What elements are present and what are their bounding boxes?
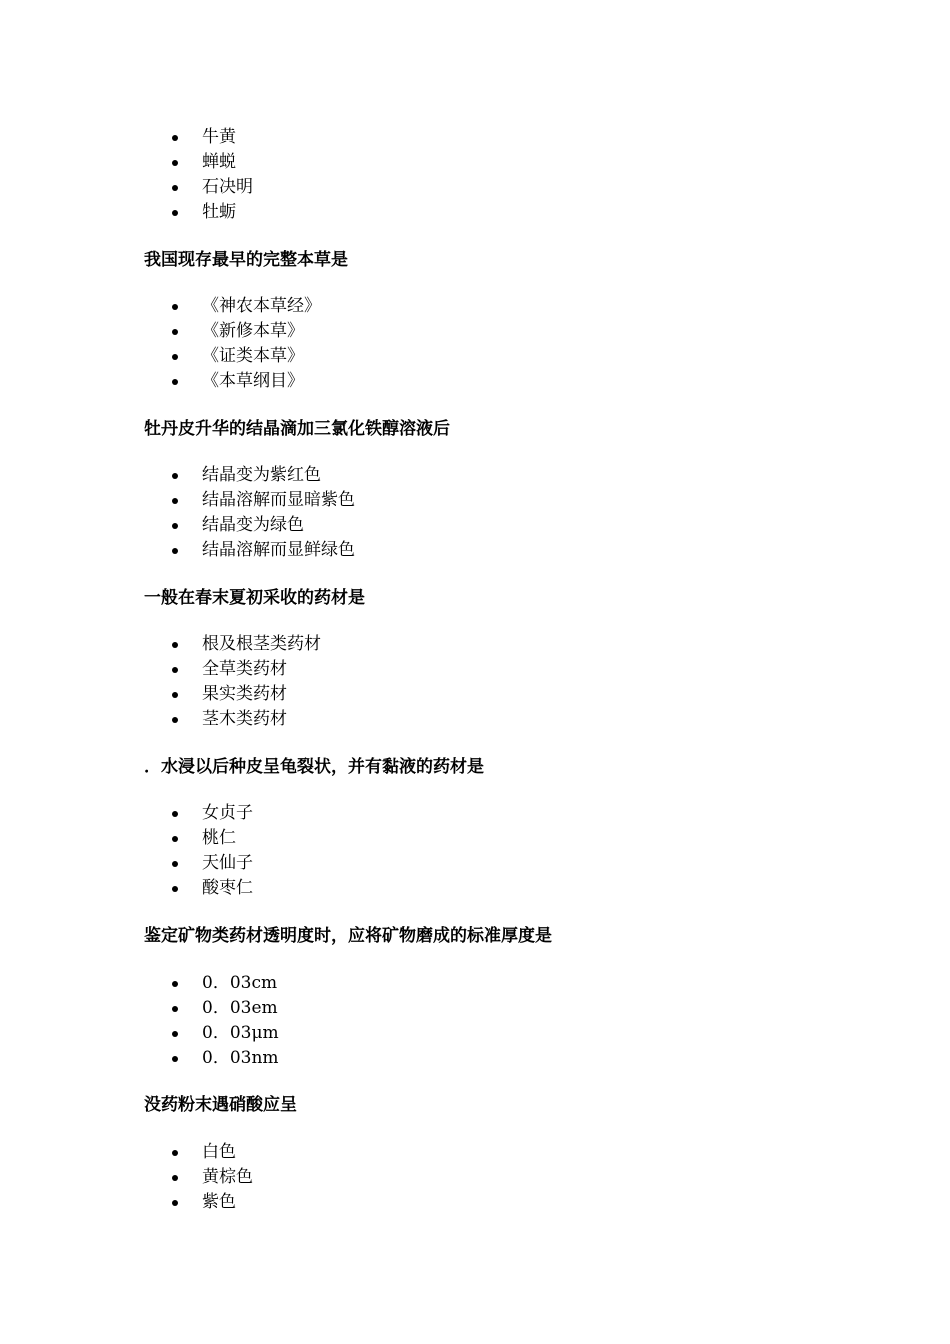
option-text: 《本草纲目》 [202,371,304,391]
bullet-icon [172,1031,178,1037]
option-text: 石决明 [202,177,253,197]
option-text: 0．03nm [202,1048,279,1068]
option-item [0,463,950,488]
option-item [0,682,950,707]
option-text: 紫色 [202,1192,236,1212]
option-list [0,971,950,1071]
bullet-icon [172,160,178,166]
option-list [0,632,950,732]
bullet-icon [172,498,178,504]
option-text: 茎木类药材 [202,709,287,729]
option-item [0,175,950,200]
option-item [0,319,950,344]
option-item [0,707,950,732]
option-item [0,657,950,682]
option-text: 结晶变为绿色 [202,515,304,535]
bullet-icon [172,185,178,191]
option-text: 0．03em [202,998,278,1018]
bullet-icon [172,642,178,648]
bullet-icon [172,329,178,335]
bullet-icon [172,861,178,867]
option-text: 黄棕色 [202,1167,253,1187]
option-text: 天仙子 [202,853,253,873]
bullet-icon [172,836,178,842]
option-item [0,294,950,319]
option-list [0,463,950,563]
bullet-icon [172,1175,178,1181]
question-text: 我国现存最早的完整本草是 [144,250,348,270]
option-item [0,971,950,996]
option-text: 全草类药材 [202,659,287,679]
option-text: 《新修本草》 [202,321,304,341]
option-list [0,801,950,901]
bullet-icon [172,548,178,554]
bullet-icon [172,354,178,360]
option-item [0,1190,950,1215]
bullet-icon [172,886,178,892]
option-item [0,1021,950,1046]
option-item [0,1046,950,1071]
question-text: 没药粉末遇硝酸应呈 [144,1095,297,1115]
option-item [0,369,950,394]
option-text: 0．03μm [202,1023,279,1043]
option-item [0,826,950,851]
option-item [0,996,950,1021]
option-text: 白色 [202,1142,236,1162]
option-text: 女贞子 [202,803,253,823]
option-text: 0．03cm [202,973,278,993]
option-item [0,876,950,901]
option-text: 牛黄 [202,127,236,147]
bullet-icon [172,1200,178,1206]
option-list [0,1140,950,1215]
bullet-icon [172,523,178,529]
option-item [0,513,950,538]
bullet-icon [172,379,178,385]
option-list [0,125,950,225]
bullet-icon [172,1006,178,1012]
option-text: 《证类本草》 [202,346,304,366]
bullet-icon [172,1056,178,1062]
option-item [0,150,950,175]
option-item [0,488,950,513]
option-item [0,200,950,225]
option-text: 酸枣仁 [202,878,253,898]
option-text: 根及根茎类药材 [202,634,321,654]
option-item [0,1165,950,1190]
option-text: 结晶变为紫红色 [202,465,321,485]
bullet-icon [172,304,178,310]
bullet-icon [172,692,178,698]
option-text: 结晶溶解而显鲜绿色 [202,540,355,560]
question-text: 牡丹皮升华的结晶滴加三氯化铁醇溶液后 [144,419,450,439]
option-text: 牡蛎 [202,202,236,222]
question-text: 一般在春末夏初采收的药材是 [144,588,365,608]
bullet-icon [172,811,178,817]
bullet-icon [172,981,178,987]
option-text: 桃仁 [202,828,236,848]
option-text: 蝉蜕 [202,152,236,172]
option-item [0,1140,950,1165]
option-list [0,294,950,394]
bullet-icon [172,210,178,216]
question-text: 鉴定矿物类药材透明度时，应将矿物磨成的标准厚度是 [144,926,552,946]
bullet-icon [172,717,178,723]
option-item [0,801,950,826]
question-text: ．水浸以后种皮呈龟裂状，并有黏液的药材是 [144,757,484,777]
bullet-icon [172,1150,178,1156]
option-text: 果实类药材 [202,684,287,704]
option-item [0,125,950,150]
option-item [0,344,950,369]
option-item [0,538,950,563]
option-item [0,851,950,876]
bullet-icon [172,135,178,141]
bullet-icon [172,667,178,673]
option-item [0,632,950,657]
option-text: 《神农本草经》 [202,296,321,316]
bullet-icon [172,473,178,479]
option-text: 结晶溶解而显暗紫色 [202,490,355,510]
